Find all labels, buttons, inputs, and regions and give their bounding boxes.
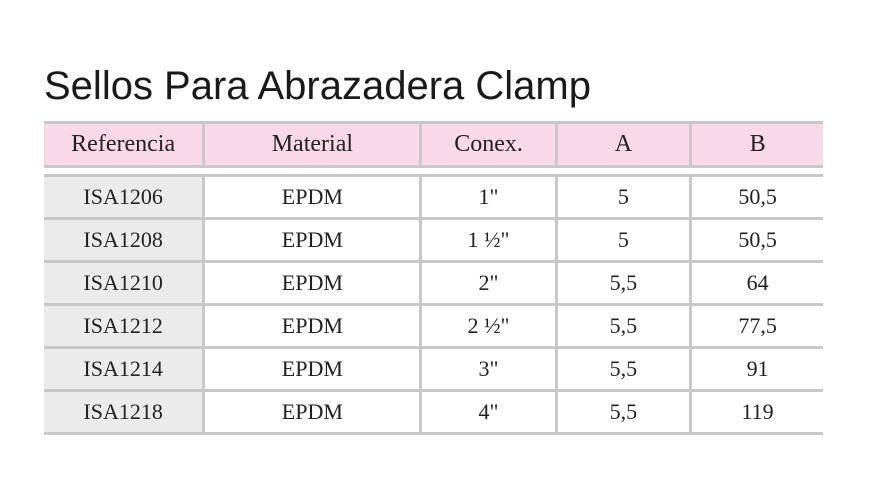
cell-material: EPDM	[205, 349, 422, 392]
table-row	[44, 263, 823, 306]
cell-referencia: ISA1206	[44, 174, 205, 220]
cell-conexion: 1 ½"	[422, 220, 557, 263]
cell-conexion: 2"	[422, 263, 557, 306]
cell-b: 50,5	[692, 174, 823, 220]
cell-b: 77,5	[692, 306, 823, 349]
table-row	[44, 174, 823, 220]
header-material: Material	[205, 121, 422, 168]
cell-a: 5	[558, 174, 693, 220]
cell-material: EPDM	[205, 306, 422, 349]
cell-a: 5,5	[558, 392, 693, 435]
seals-table	[44, 121, 823, 435]
page-title: Sellos Para Abrazadera Clamp	[44, 64, 591, 108]
cell-conexion: 2 ½"	[422, 306, 557, 349]
cell-a: 5,5	[558, 263, 693, 306]
cell-referencia: ISA1218	[44, 392, 205, 435]
cell-referencia: ISA1214	[44, 349, 205, 392]
cell-b: 91	[692, 349, 823, 392]
cell-a: 5	[558, 220, 693, 263]
header-referencia: Referencia	[44, 121, 205, 168]
cell-conexion: 3"	[422, 349, 557, 392]
cell-b: 50,5	[692, 220, 823, 263]
table-row	[44, 392, 823, 435]
cell-conexion: 4"	[422, 392, 557, 435]
cell-a: 5,5	[558, 349, 693, 392]
cell-b: 64	[692, 263, 823, 306]
cell-referencia: ISA1208	[44, 220, 205, 263]
table-row	[44, 306, 823, 349]
header-conexion: Conex.	[422, 121, 557, 168]
cell-material: EPDM	[205, 174, 422, 220]
cell-material: EPDM	[205, 220, 422, 263]
header-b: B	[692, 121, 823, 168]
table-row	[44, 349, 823, 392]
header-a: A	[558, 121, 693, 168]
cell-material: EPDM	[205, 263, 422, 306]
cell-b: 119	[692, 392, 823, 435]
table-row	[44, 220, 823, 263]
cell-conexion: 1"	[422, 174, 557, 220]
table-header-row	[44, 121, 823, 168]
cell-referencia: ISA1210	[44, 263, 205, 306]
cell-a: 5,5	[558, 306, 693, 349]
cell-material: EPDM	[205, 392, 422, 435]
cell-referencia: ISA1212	[44, 306, 205, 349]
